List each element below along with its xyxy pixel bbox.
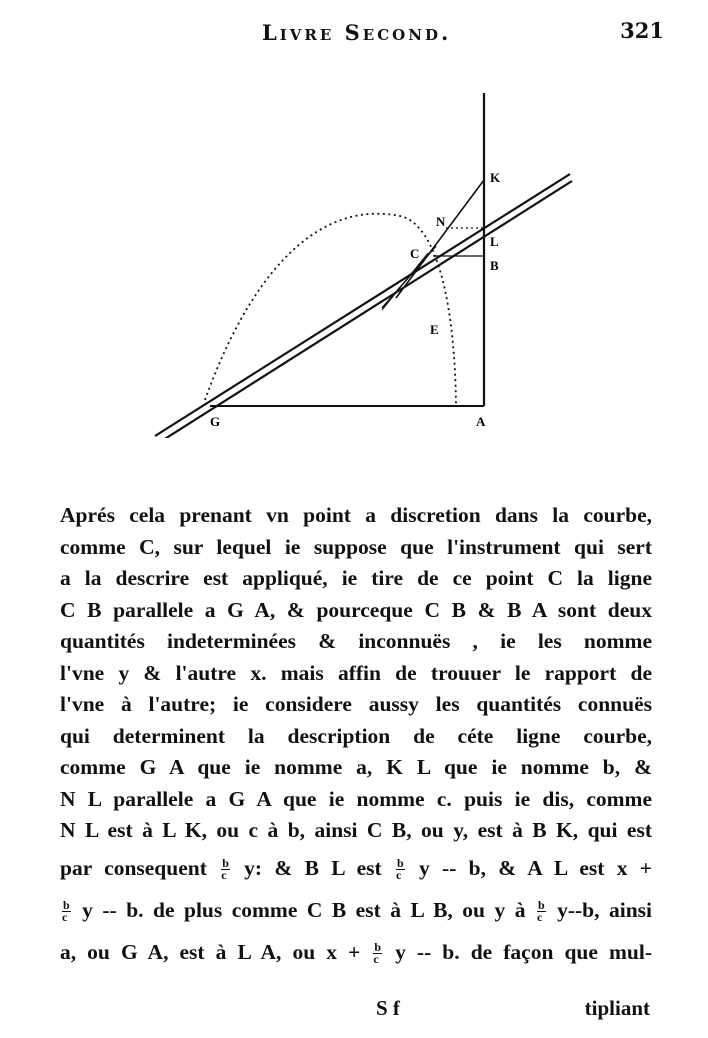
label-a: A — [476, 414, 486, 429]
text-line: Aprés cela prenant vn point a discretion dans la courbe, — [60, 503, 652, 527]
text-segment: y -- b, & A L est x + — [419, 855, 653, 880]
ruler-line-upper — [155, 174, 570, 436]
label-g: G — [210, 414, 221, 429]
label-c: C — [410, 246, 420, 261]
text-line: l'vne y & l'autre x. mais affin de trouuer le rapport de — [60, 660, 652, 685]
text-line — [60, 889, 652, 931]
text-line: N L est à L K, ou c à b, ainsi C B, ou y, est à B K, qui est — [60, 818, 652, 842]
catchword: tipliant — [584, 996, 650, 1020]
page-footer — [0, 996, 708, 1028]
text-line: comme G A que ie nomme a, K L que ie nomme b, & — [60, 755, 652, 779]
label-n: N — [436, 214, 446, 229]
page-number: 321 — [620, 18, 664, 43]
fraction-denominator: c — [396, 868, 402, 883]
text-segment: a, ou G A, est à L A, ou x + — [60, 939, 361, 964]
label-k: K — [490, 170, 501, 185]
text-line — [60, 847, 652, 889]
signature-mark: S f — [376, 996, 400, 1020]
fraction-b-over-c — [373, 942, 382, 965]
text-segment: y--b, ainsi — [557, 897, 653, 922]
fraction-b-over-c — [221, 858, 230, 881]
text-segment: y: & B L est — [244, 855, 382, 880]
text-line: N L parallele a G A que ie nomme c. puis ie dis, comme — [60, 786, 652, 811]
text-line: C B parallele a G A, & pourceque C B & B A sont deux — [60, 597, 652, 622]
text-segment: y -- b. de façon que mul- — [395, 939, 652, 964]
running-head: Livre Second. — [262, 20, 452, 45]
fraction-numerator: b — [63, 898, 70, 913]
fraction-numerator: b — [397, 856, 404, 871]
page-header — [0, 14, 708, 48]
fraction-b-over-c — [396, 858, 405, 881]
text-line: qui determinent la description de céte ligne courbe, — [60, 723, 652, 748]
text-line: l'vne à l'autre; ie considere aussy les quantités connuës — [60, 692, 652, 716]
text-segment: y -- b. de plus comme C B est à L B, ou y à — [82, 897, 526, 922]
figure-svg — [150, 88, 590, 438]
label-l: L — [490, 234, 499, 249]
fraction-denominator: c — [221, 868, 227, 883]
body-text — [60, 500, 652, 973]
fraction-denominator: c — [373, 952, 379, 967]
fraction-denominator: c — [536, 910, 543, 925]
fraction-denominator: c — [62, 910, 68, 925]
fraction-b-over-c — [537, 900, 546, 923]
fraction-numerator: b — [537, 898, 545, 913]
geometric-figure — [150, 88, 590, 438]
fraction-numerator: b — [222, 856, 229, 871]
text-line — [60, 931, 652, 973]
text-line: comme C, sur lequel ie suppose que l'instrument qui sert — [60, 534, 652, 559]
line-c-lower — [382, 253, 428, 310]
label-b: B — [490, 258, 499, 273]
label-e: E — [430, 322, 439, 337]
dotted-curve — [205, 214, 456, 406]
fraction-numerator: b — [374, 940, 382, 955]
text-segment: par consequent — [60, 855, 207, 880]
line-ck — [396, 180, 484, 298]
fraction-b-over-c — [62, 900, 71, 923]
text-line: quantités indeterminées & inconnuës , ie les nomme — [60, 629, 652, 653]
text-line: a la descrire est appliqué, ie tire de ce point C la ligne — [60, 566, 652, 590]
ruler-line-lower — [160, 181, 572, 438]
